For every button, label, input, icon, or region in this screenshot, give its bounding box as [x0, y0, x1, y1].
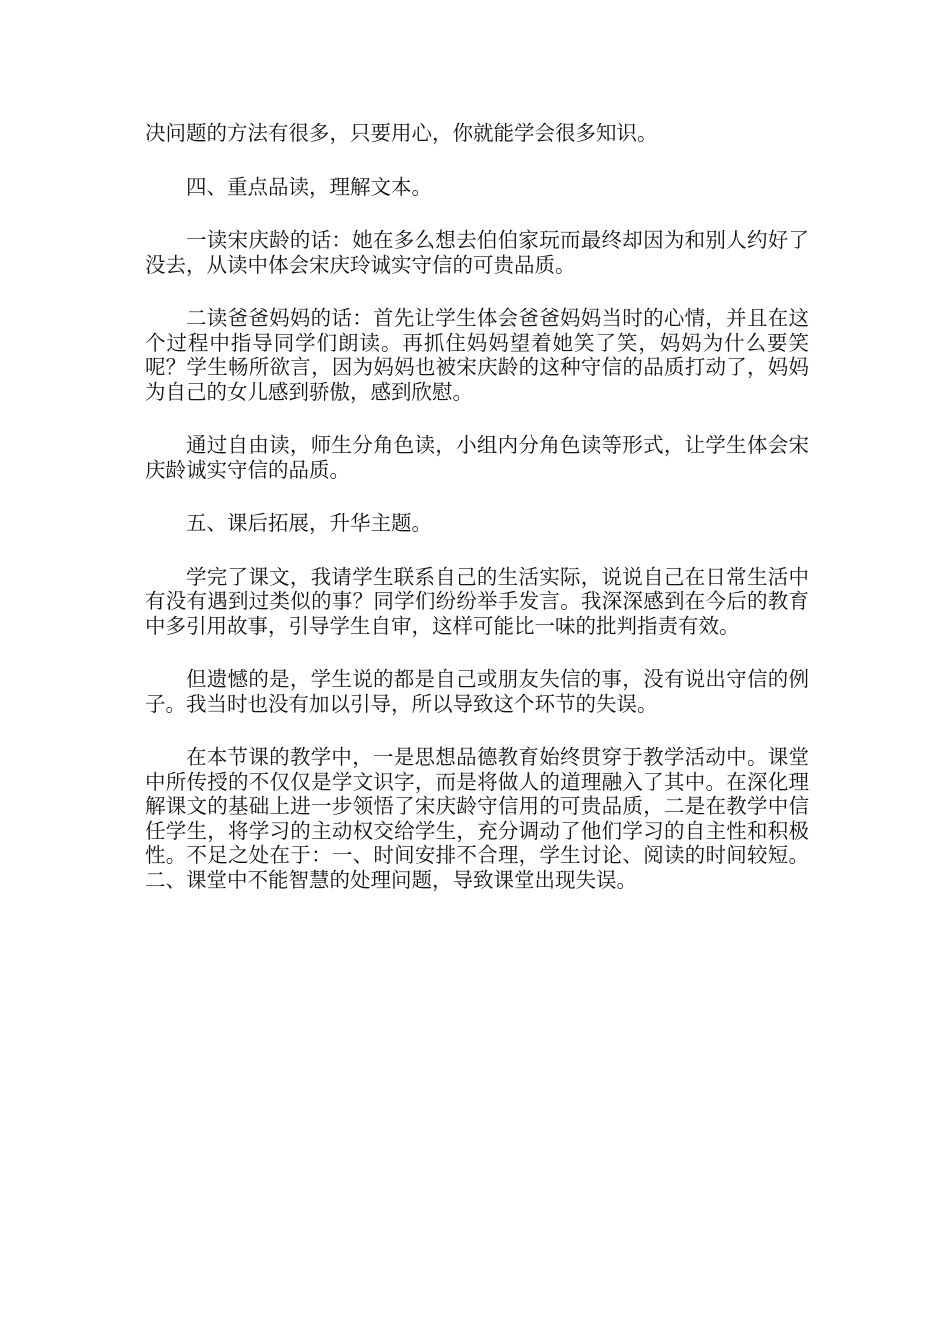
paragraph-extension: 学完了课文，我请学生联系自己的生活实际，说说自己在日常生活中有没有遇到过类似的事？同学们纷纷举手发言。我深深感到在今后的教育中多引用故事，引导学生自审，这样可能比一味的批判指责有效。: [145, 564, 809, 638]
section-heading-five: 五、课后拓展，升华主题。: [186, 511, 432, 535]
document-body: [145, 121, 809, 921]
paragraph-reflection: 在本节课的教学中，一是思想品德教育始终贯穿于教学活动中。课堂中所传授的不仅仅是学文识字，而是将做人的道理融入了其中。在深化理解课文的基础上进一步领悟了宋庆龄守信用的可贵品质，二是在教学中信任学生，将学习的主动权交给学生，充分调动了他们学习的自主性和积极性。不足之处在于：一、时间安排不合理，学生讨论、阅读的时间较短。二、课堂中不能智慧的处理问题，导致课堂出现失误。: [145, 745, 809, 892]
paragraph-role-reading: 通过自由读，师生分角色读，小组内分角色读等形式，让学生体会宋庆龄诚实守信的品质。: [145, 433, 809, 482]
paragraph-regret: 但遗憾的是，学生说的都是自己或朋友失信的事，没有说出守信的例子。我当时也没有加以引导，所以导致这个环节的失误。: [145, 667, 809, 716]
paragraph-continuation: 决问题的方法有很多，只要用心，你就能学会很多知识。: [145, 121, 658, 145]
section-heading-four: 四、重点品读，理解文本。: [186, 174, 432, 199]
paragraph-second-reading: 二读爸爸妈妈的话：首先让学生体会爸爸妈妈当时的心情，并且在这个过程中指导同学们朗读。再抓住妈妈望着她笑了笑，妈妈为什么要笑呢？学生畅所欲言，因为妈妈也被宋庆龄的这种守信的品质打动了，妈妈为自己的女儿感到骄傲，感到欣慰。: [145, 306, 809, 404]
paragraph-first-reading: 一读宋庆龄的话：她在多么想去伯伯家玩而最终却因为和别人约好了没去，从读中体会宋庆玲诚实守信的可贵品质。: [145, 228, 809, 277]
